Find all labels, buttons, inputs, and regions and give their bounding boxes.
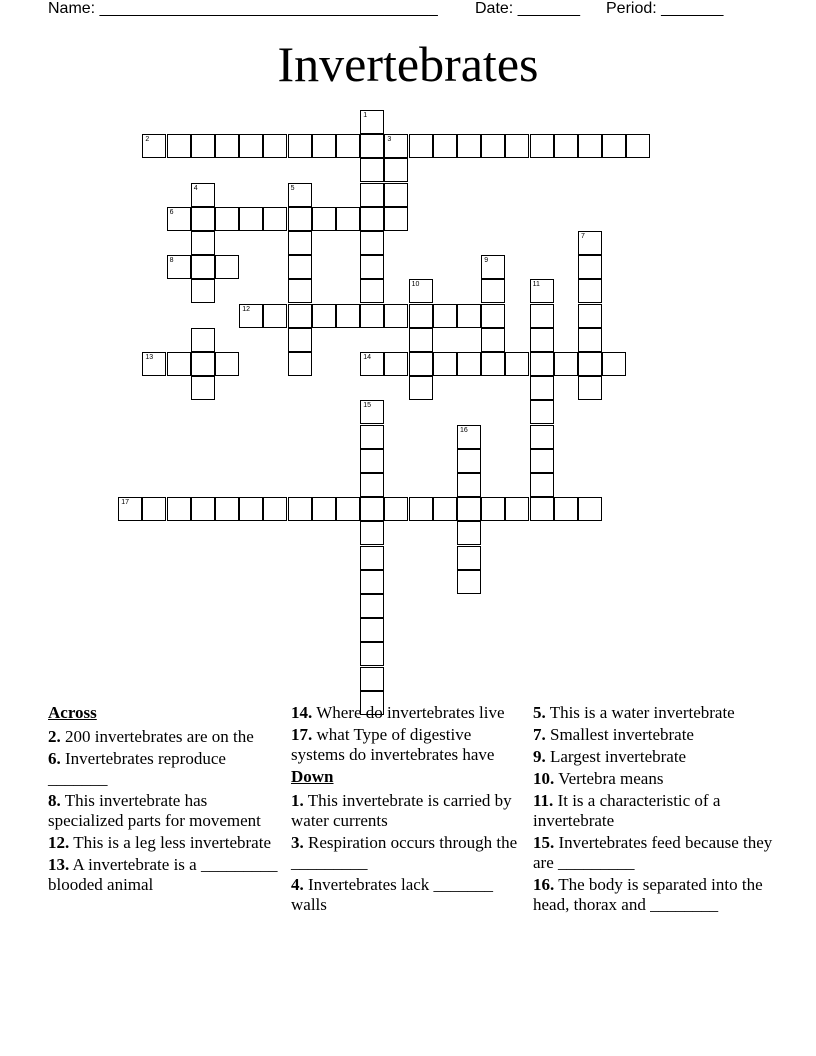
crossword-cell[interactable] bbox=[360, 231, 384, 255]
crossword-cell[interactable] bbox=[191, 183, 215, 207]
crossword-cell[interactable] bbox=[263, 134, 287, 158]
clue-text: Invertebrates feed because they are _________ bbox=[533, 833, 773, 872]
clue-label-number: 5. bbox=[533, 703, 546, 722]
clue-item bbox=[48, 833, 283, 853]
crossword-cell[interactable] bbox=[409, 352, 433, 376]
crossword-cell[interactable] bbox=[457, 449, 481, 473]
crossword-cell[interactable] bbox=[312, 304, 336, 328]
clue-text: A invertebrate is a _________ blooded animal bbox=[48, 855, 278, 894]
crossword-cell[interactable] bbox=[530, 497, 554, 521]
crossword-cell[interactable] bbox=[602, 352, 626, 376]
crossword-cell[interactable] bbox=[433, 497, 457, 521]
crossword-cell[interactable] bbox=[505, 352, 529, 376]
clue-number: 12 bbox=[242, 305, 250, 313]
crossword-cell[interactable] bbox=[360, 497, 384, 521]
clue-text: This invertebrate has specialized parts for movement bbox=[48, 791, 261, 830]
clue-number: 14 bbox=[363, 354, 371, 361]
clue-text: Largest invertebrate bbox=[545, 747, 687, 766]
crossword-cell[interactable] bbox=[360, 400, 384, 424]
crossword-cell[interactable] bbox=[457, 521, 481, 545]
crossword-cell[interactable] bbox=[457, 570, 481, 594]
crossword-cell[interactable] bbox=[481, 134, 505, 158]
period-field[interactable]: Period: _______ bbox=[606, 0, 724, 17]
crossword-cell[interactable] bbox=[360, 473, 384, 497]
crossword-cell[interactable] bbox=[215, 134, 239, 158]
clue-label-number: 7. bbox=[533, 725, 546, 744]
clue-text: Respiration occurs through the _________ bbox=[291, 833, 518, 872]
clue-number: 6 bbox=[169, 208, 174, 216]
clue-item bbox=[291, 725, 526, 765]
crossword-cell[interactable] bbox=[360, 255, 384, 279]
crossword-cell[interactable] bbox=[215, 255, 239, 279]
clue-item bbox=[48, 855, 283, 895]
date-field[interactable]: Date: _______ bbox=[475, 0, 580, 17]
clue-text: Where do invertebrates live bbox=[312, 703, 505, 722]
clue-label-number: 4. bbox=[291, 875, 304, 894]
crossword-cell[interactable] bbox=[578, 376, 602, 400]
clue-label-number: 13. bbox=[48, 855, 70, 874]
crossword-cell[interactable] bbox=[360, 546, 384, 570]
crossword-cell[interactable] bbox=[360, 570, 384, 594]
clue-item bbox=[533, 791, 773, 831]
clue-number: 8 bbox=[169, 257, 174, 265]
crossword-cell[interactable] bbox=[554, 134, 578, 158]
crossword-cell[interactable] bbox=[578, 304, 602, 328]
crossword-cell[interactable] bbox=[457, 134, 481, 158]
crossword-cell[interactable] bbox=[530, 449, 554, 473]
crossword-cell[interactable] bbox=[360, 425, 384, 449]
crossword-cell[interactable] bbox=[215, 497, 239, 521]
crossword-cell[interactable] bbox=[626, 134, 650, 158]
clue-number: 1 bbox=[363, 112, 368, 119]
clue-label-number: 16. bbox=[533, 875, 555, 894]
page-title: Invertebrates bbox=[277, 36, 539, 92]
crossword-cell[interactable] bbox=[457, 304, 481, 328]
clue-item bbox=[533, 703, 773, 723]
clue-label-number: 9. bbox=[533, 747, 546, 766]
crossword-cell[interactable] bbox=[191, 328, 215, 352]
clue-number: 17 bbox=[121, 499, 129, 507]
clue-number: 13 bbox=[145, 354, 154, 361]
clue-text: This invertebrate is carried by water currents bbox=[291, 791, 512, 830]
crossword-cell[interactable] bbox=[336, 134, 360, 158]
crossword-cell[interactable] bbox=[167, 134, 191, 158]
crossword-cell[interactable] bbox=[433, 352, 457, 376]
crossword-cell[interactable] bbox=[384, 158, 408, 182]
crossword-cell[interactable] bbox=[530, 376, 554, 400]
crossword-cell[interactable] bbox=[409, 279, 433, 303]
crossword-cell[interactable] bbox=[288, 352, 312, 376]
crossword-cell[interactable] bbox=[360, 279, 384, 303]
clue-label-number: 2. bbox=[48, 727, 61, 746]
crossword-cell[interactable] bbox=[288, 279, 312, 303]
crossword-cell[interactable] bbox=[578, 134, 602, 158]
crossword-cell[interactable] bbox=[167, 207, 191, 231]
crossword-cell[interactable] bbox=[288, 497, 312, 521]
clue-number: 16 bbox=[460, 426, 468, 434]
crossword-cell[interactable] bbox=[167, 255, 191, 279]
crossword-cell[interactable] bbox=[360, 667, 384, 691]
crossword-cell[interactable] bbox=[142, 497, 166, 521]
crossword-cell[interactable] bbox=[288, 207, 312, 231]
crossword-cell[interactable] bbox=[409, 497, 433, 521]
crossword-cell[interactable] bbox=[336, 497, 360, 521]
crossword-cell[interactable] bbox=[360, 134, 384, 158]
crossword-cell[interactable] bbox=[384, 183, 408, 207]
clue-label-number: 11. bbox=[533, 791, 554, 810]
across-heading: Across bbox=[48, 703, 97, 722]
clue-label-number: 10. bbox=[533, 769, 555, 788]
crossword-cell[interactable] bbox=[288, 304, 312, 328]
clue-item bbox=[533, 875, 773, 915]
crossword-cell[interactable] bbox=[360, 449, 384, 473]
crossword-cell[interactable] bbox=[360, 158, 384, 182]
crossword-cell[interactable] bbox=[578, 279, 602, 303]
clue-number: 2 bbox=[145, 136, 150, 144]
clue-number: 10 bbox=[411, 281, 420, 289]
crossword-cell[interactable] bbox=[215, 207, 239, 231]
clue-item bbox=[48, 749, 283, 789]
crossword-cell[interactable] bbox=[263, 497, 287, 521]
crossword-cell[interactable] bbox=[481, 328, 505, 352]
crossword-cell[interactable] bbox=[360, 352, 384, 376]
clue-item bbox=[48, 791, 283, 831]
crossword-cell[interactable] bbox=[288, 328, 312, 352]
crossword-cell[interactable] bbox=[239, 497, 263, 521]
crossword-cell[interactable] bbox=[384, 207, 408, 231]
crossword-cell[interactable] bbox=[481, 304, 505, 328]
crossword-cell[interactable] bbox=[263, 304, 287, 328]
crossword-cell[interactable] bbox=[312, 134, 336, 158]
clue-label-number: 1. bbox=[291, 791, 304, 810]
crossword-cell[interactable] bbox=[384, 134, 408, 158]
clue-label-number: 3. bbox=[291, 833, 304, 852]
crossword-cell[interactable] bbox=[409, 376, 433, 400]
crossword-cell[interactable] bbox=[215, 352, 239, 376]
clue-text: Vertebra means bbox=[554, 769, 664, 788]
clue-text: This is a leg less invertebrate bbox=[69, 833, 271, 852]
clue-column-1 bbox=[48, 703, 283, 897]
clue-text: Smallest invertebrate bbox=[545, 725, 694, 744]
clue-item bbox=[291, 791, 526, 831]
clue-item bbox=[291, 833, 526, 873]
crossword-cell[interactable] bbox=[191, 497, 215, 521]
crossword-cell[interactable] bbox=[239, 304, 263, 328]
crossword-cell[interactable] bbox=[360, 594, 384, 618]
crossword-cell[interactable] bbox=[288, 134, 312, 158]
crossword-cell[interactable] bbox=[191, 134, 215, 158]
crossword-cell[interactable] bbox=[602, 134, 626, 158]
crossword-cell[interactable] bbox=[288, 183, 312, 207]
clue-label-number: 17. bbox=[291, 725, 313, 744]
clue-text: The body is separated into the head, thorax and ________ bbox=[533, 875, 763, 914]
crossword-cell[interactable] bbox=[578, 255, 602, 279]
crossword-cell[interactable] bbox=[409, 134, 433, 158]
crossword-cell[interactable] bbox=[578, 328, 602, 352]
crossword-cell[interactable] bbox=[554, 352, 578, 376]
crossword-cell[interactable] bbox=[239, 207, 263, 231]
crossword-cell[interactable] bbox=[191, 352, 215, 376]
crossword-cell[interactable] bbox=[191, 207, 215, 231]
crossword-cell[interactable] bbox=[554, 497, 578, 521]
crossword-cell[interactable] bbox=[530, 134, 554, 158]
crossword-cell[interactable] bbox=[167, 352, 191, 376]
clue-label-number: 15. bbox=[533, 833, 555, 852]
crossword-cell[interactable] bbox=[360, 642, 384, 666]
clue-item bbox=[533, 833, 773, 873]
down-heading: Down bbox=[291, 767, 334, 786]
clue-text: This is a water invertebrate bbox=[545, 703, 735, 722]
crossword-cell[interactable] bbox=[142, 134, 166, 158]
crossword-cell[interactable] bbox=[336, 304, 360, 328]
crossword-cell[interactable] bbox=[505, 497, 529, 521]
crossword-cell[interactable] bbox=[288, 255, 312, 279]
clue-number: 15 bbox=[363, 402, 371, 410]
clue-number: 9 bbox=[484, 257, 489, 265]
clue-column-2 bbox=[291, 703, 526, 917]
crossword-cell[interactable] bbox=[578, 497, 602, 521]
crossword-cell[interactable] bbox=[191, 279, 215, 303]
crossword-cell[interactable] bbox=[142, 352, 166, 376]
clue-item bbox=[291, 703, 526, 723]
clue-number: 4 bbox=[193, 184, 198, 192]
crossword-cell[interactable] bbox=[360, 304, 384, 328]
clue-item bbox=[291, 875, 526, 915]
crossword-cell[interactable] bbox=[191, 255, 215, 279]
clue-label-number: 8. bbox=[48, 791, 61, 810]
crossword-cell[interactable] bbox=[457, 425, 481, 449]
crossword-cell[interactable] bbox=[409, 328, 433, 352]
crossword-cell[interactable] bbox=[481, 279, 505, 303]
crossword-cell[interactable] bbox=[530, 473, 554, 497]
crossword-cell[interactable] bbox=[336, 207, 360, 231]
clue-number: 3 bbox=[387, 136, 392, 144]
crossword-cell[interactable] bbox=[530, 400, 554, 424]
crossword-cell[interactable] bbox=[384, 352, 408, 376]
crossword-cell[interactable] bbox=[167, 497, 191, 521]
crossword-cell[interactable] bbox=[191, 376, 215, 400]
clue-label-number: 6. bbox=[48, 749, 61, 768]
crossword-cell[interactable] bbox=[118, 497, 142, 521]
crossword-cell[interactable] bbox=[578, 352, 602, 376]
crossword-cell[interactable] bbox=[530, 352, 554, 376]
crossword-cell[interactable] bbox=[288, 231, 312, 255]
clue-item bbox=[533, 769, 773, 789]
crossword-cell[interactable] bbox=[530, 279, 554, 303]
clue-item bbox=[48, 727, 283, 747]
crossword-cell[interactable] bbox=[312, 207, 336, 231]
crossword-cell[interactable] bbox=[457, 473, 481, 497]
crossword-cell[interactable] bbox=[239, 134, 263, 158]
crossword-cell[interactable] bbox=[384, 497, 408, 521]
clue-item bbox=[533, 725, 773, 745]
crossword-cell[interactable] bbox=[433, 304, 457, 328]
clue-number: 11 bbox=[532, 281, 540, 289]
clue-item bbox=[533, 747, 773, 767]
clue-text: Invertebrates lack _______ walls bbox=[291, 875, 494, 914]
crossword-cell[interactable] bbox=[481, 497, 505, 521]
clue-text: 200 invertebrates are on the bbox=[60, 727, 254, 746]
crossword-cell[interactable] bbox=[312, 497, 336, 521]
clue-label-number: 14. bbox=[291, 703, 313, 722]
clue-text: It is a characteristic of a invertebrate bbox=[533, 791, 721, 830]
name-field[interactable]: Name: ______________________________________ bbox=[48, 0, 438, 17]
crossword-cell[interactable] bbox=[457, 497, 481, 521]
crossword-cell[interactable] bbox=[530, 328, 554, 352]
clue-column-3 bbox=[533, 703, 773, 917]
crossword-cell[interactable] bbox=[481, 255, 505, 279]
crossword-cell[interactable] bbox=[578, 231, 602, 255]
clue-number: 7 bbox=[581, 233, 585, 240]
crossword-cell[interactable] bbox=[360, 618, 384, 642]
crossword-cell[interactable] bbox=[191, 231, 215, 255]
crossword-cell[interactable] bbox=[263, 207, 287, 231]
crossword-cell[interactable] bbox=[360, 183, 384, 207]
crossword-cell[interactable] bbox=[457, 352, 481, 376]
crossword-cell[interactable] bbox=[530, 304, 554, 328]
crossword-cell[interactable] bbox=[360, 207, 384, 231]
crossword-cell[interactable] bbox=[505, 134, 529, 158]
clue-text: Invertebrates reproduce _______ bbox=[48, 749, 226, 788]
crossword-cell[interactable] bbox=[360, 110, 384, 134]
crossword-cell[interactable] bbox=[409, 304, 433, 328]
clue-number: 5 bbox=[290, 184, 295, 192]
crossword-cell[interactable] bbox=[481, 352, 505, 376]
crossword-cell[interactable] bbox=[360, 521, 384, 545]
clue-text: what Type of digestive systems do invertebrates have bbox=[291, 725, 495, 764]
crossword-cell[interactable] bbox=[433, 134, 457, 158]
clue-label-number: 12. bbox=[48, 833, 70, 852]
crossword-cell[interactable] bbox=[530, 425, 554, 449]
crossword-cell[interactable] bbox=[384, 304, 408, 328]
crossword-cell[interactable] bbox=[457, 546, 481, 570]
